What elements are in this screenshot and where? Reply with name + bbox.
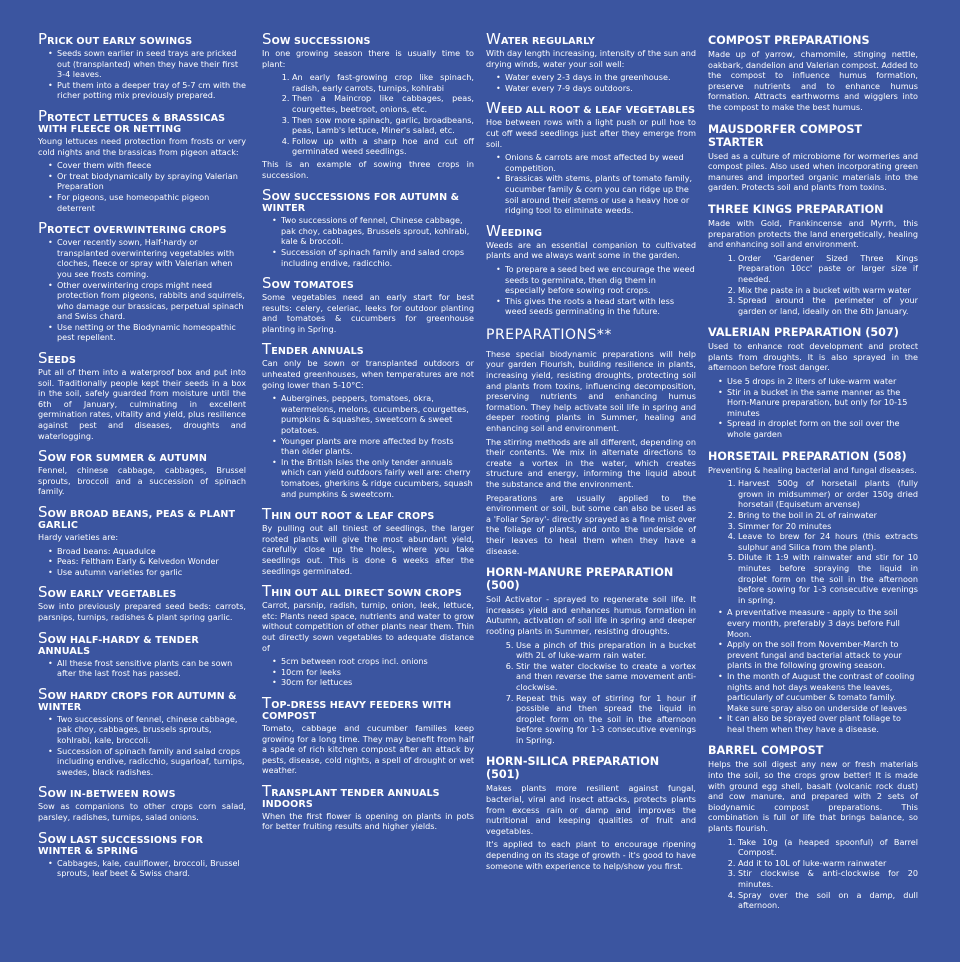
list-item: • Other overwintering crops might need protection from pigeons, rabbits and squirrels, who damage our brassicas, perpetual spinach and Swiss chard. xyxy=(48,280,246,322)
bullet-list xyxy=(38,160,246,213)
section-heading: PRICK OUT EARLY SOWINGS xyxy=(38,30,193,48)
list-item: • This gives the roots a head start with less weed seeds germinating in the future. xyxy=(496,296,696,317)
section-heading: TENDER ANNUALS xyxy=(262,340,364,359)
section-text: In one growing season there is usually time to plant: xyxy=(262,48,474,69)
section-text: Fennel, chinese cabbage, cabbages, Brussel sprouts, broccoli and a succession of spinach family. xyxy=(38,465,246,497)
list-item: • A preventative measure - apply to the soil every month, preferably 3 days before Full Moon. xyxy=(718,607,918,639)
list-item: 2. Bring to the boil in 2L of rainwater xyxy=(738,510,918,521)
section-heading: SOW TOMATOES xyxy=(262,274,354,293)
section-heading: SOW SUCCESSIONS FOR AUTUMN & WINTER xyxy=(262,186,460,215)
section-text: When the first flower is opening on plants in pots for better fruiting results and higher yields. xyxy=(262,810,474,832)
section-sow-tomatoes xyxy=(262,274,474,334)
list-item: 1. Order 'Gardener Sized Three Kings Preparation 10cc' paste or larger size if needed. xyxy=(738,253,918,285)
section-weeding xyxy=(486,221,696,317)
section-text: By pulling out all tiniest of seedlings, the larger rooted plants will give the most abundant yield, carefully close up the holes, where you take seedlings out. This is done 6 weeks after the seedlings germinated. xyxy=(262,523,474,576)
section-heading: HORSETAIL PREPARATION (508) xyxy=(708,449,907,463)
section-heading: COMPOST PREPARATIONS xyxy=(708,34,870,47)
list-item: • Onions & carrots are most affected by weed competition. xyxy=(496,152,696,173)
section-text: This is an example of sowing three crops in succession. xyxy=(262,158,474,180)
section-heading: SOW BROAD BEANS, PEAS & PLANT GARLIC xyxy=(38,503,236,531)
list-item: • 5cm between root crops incl. onions xyxy=(272,656,474,667)
section-text: Made with Gold, Frankincense and Myrrh, this preparation protects the land energetically, healing and enhancing soil and environment. xyxy=(708,217,918,250)
section-heading: TRANSPLANT TENDER ANNUALS INDOORS xyxy=(262,781,440,810)
section-thin-direct xyxy=(262,582,474,688)
section-text: Sow as companions to other crops corn salad, parsley, radishes, turnips, salad onions. xyxy=(38,801,246,822)
list-item: • Spread in droplet form on the soil over the whole garden xyxy=(718,418,918,439)
list-item: • 10cm for leeks xyxy=(272,667,474,678)
bullet-list xyxy=(708,607,918,734)
section-text: Hardy varieties are: xyxy=(38,532,119,542)
section-water xyxy=(486,30,696,93)
section-text: It's applied to each plant to encourage ripening depending on its stage of growth - it's good to have someone with experience to help/show you first. xyxy=(486,839,696,871)
section-heading: THIN OUT ALL DIRECT SOWN CROPS xyxy=(262,582,462,601)
column-3 xyxy=(486,30,696,881)
bullet-list xyxy=(38,48,246,101)
bullet-list xyxy=(38,858,246,879)
section-text: Makes plants more resilient against fungal, bacterial, viral and insect attacks, protects plants from excess rain or damp and improves the nutritional and keeping qualities of fruit and vegetables. xyxy=(486,783,696,836)
list-item: 5. Use a pinch of this preparation in a bucket with 2L of luke-warm rain water. xyxy=(516,640,696,661)
section-heading: THIN OUT ROOT & LEAF CROPS xyxy=(262,505,435,524)
section-sow-summer xyxy=(38,447,246,497)
preparations-heading: PREPARATIONS** xyxy=(486,326,612,343)
list-item: 7. Repeat this way of stirring for 1 hour if possible and then spread the liquid in droplet form on the soil in the afternoon before sowing for 1-3 consecutive evenings in Spring. xyxy=(516,693,696,746)
section-text: Tomato, cabbage and cucumber families keep growing for a long time. They may benefit from half a spade of rich kitchen compost after an attack by pests, disease, cold nights, a spell of drought or wet weather. xyxy=(262,722,474,776)
list-item: • Water every 7-9 days outdoors. xyxy=(496,83,696,94)
bullet-list xyxy=(262,215,474,268)
section-horn-manure xyxy=(486,566,696,745)
list-item: • Peas: Feltham Early & Kelvedon Wonder xyxy=(48,556,246,567)
section-heading: WEEDING xyxy=(486,221,543,240)
list-item: • To prepare a seed bed we encourage the weed seeds to germinate, then dig them in especially before sowing root crops. xyxy=(496,264,696,296)
list-item: • It can also be sprayed over plant foliage to heal them when they have a disease. xyxy=(718,713,918,734)
section-text: Some vegetables need an early start for best results: celery, celeriac, leeks for outdoor planting and tomatoes & cucumbers for greenhouse planting in Spring. xyxy=(262,292,474,334)
section-heading: MAUSDORFER COMPOST STARTER xyxy=(708,122,863,149)
section-heading: SOW HARDY CROPS FOR AUTUMN & WINTER xyxy=(38,684,237,713)
section-mausdorfer xyxy=(708,123,918,193)
section-weed-all xyxy=(486,99,696,216)
section-sow-in-between xyxy=(38,783,246,822)
section-heading: WEED ALL ROOT & LEAF VEGETABLES xyxy=(486,99,696,118)
section-thin-root xyxy=(262,505,474,576)
numbered-list xyxy=(708,837,918,911)
section-heading: WATER REGULARLY xyxy=(486,30,595,48)
section-tender-annuals xyxy=(262,340,474,499)
list-item: • Cover them with fleece xyxy=(48,160,246,171)
numbered-list xyxy=(708,478,918,605)
bullet-list xyxy=(486,264,696,317)
section-text: Hoe between rows with a light push or pull hoe to cut off weed seedlings just after they emerge from soil. xyxy=(486,117,696,149)
list-item: 1. Take 10g (a heaped spoonful) of Barrel Compost. xyxy=(738,837,918,858)
list-item: • Seeds sown earlier in seed trays are pricked out (transplanted) when they have their first 3-4 leaves. xyxy=(48,48,246,80)
section-text: Put all of them into a waterproof box and put into soil. Traditionally people kept their seeds in a box in the soil, safely guarded from moisture until the 6th of January, culminating in excellent germination rates, vitality and yield, plus resilience against pest and diseases, droughts and waterlogging. xyxy=(38,367,246,441)
section-preparations xyxy=(486,327,696,556)
section-heading: BARREL COMPOST xyxy=(708,744,824,758)
list-item: • Use 5 drops in 2 liters of luke-warm water xyxy=(718,376,918,387)
section-top-dress xyxy=(262,693,474,776)
list-item: • Succession of spinach family and salad crops including endive, radicchio, sugarloaf, turnips, swedes, black radishes. xyxy=(48,746,246,778)
section-heading: SEEDS xyxy=(38,349,77,368)
section-heading: SOW LAST SUCCESSIONS FOR WINTER & SPRING xyxy=(38,828,204,857)
section-heading: SOW EARLY VEGETABLES xyxy=(38,583,177,602)
column-4 xyxy=(708,34,918,921)
list-item: 4. Follow up with a sharp hoe and cut off germinated weed seedlings. xyxy=(292,136,474,157)
numbered-list xyxy=(262,72,474,157)
list-item: 5. Dilute it 1:9 with rainwater and stir for 10 minutes before spraying the liquid in droplet form on the soil in the afternoon before sowing for 1-3 consecutive evenings in spring. xyxy=(738,552,918,605)
section-valerian xyxy=(708,326,918,439)
list-item: • All these frost sensitive plants can be sown after the last frost has passed. xyxy=(48,658,246,679)
bullet-list xyxy=(38,714,246,778)
section-heading: PROTECT OVERWINTERING CROPS xyxy=(38,219,227,238)
list-item: • In the British Isles the only tender annuals which can yield outdoors fairly well are: cherry tomatoes, gherkins & ridge cucumbers, squash and pumpkins & sweetcorn. xyxy=(272,457,474,499)
section-text: Made up of yarrow, chamomile, stinging nettle, oakbark, dandelion and Valerian compost. Added to the compost to influence humus formation, preserve nutrients and to enhance humus formation. Attracts earthworms and wigglers into the compost to make the best humus. xyxy=(708,49,918,112)
section-sow-half-hardy xyxy=(38,628,246,679)
list-item: • Put them into a deeper tray of 5-7 cm with the richer potting mix previously prepared. xyxy=(48,80,246,101)
list-item: 3. Simmer for 20 minutes xyxy=(738,521,918,532)
bullet-list xyxy=(38,237,246,343)
list-item: • Water every 2-3 days in the greenhouse. xyxy=(496,72,696,83)
list-item: 4. Leave to brew for 24 hours (this extracts sulphur and Silica from the plant). xyxy=(738,531,918,552)
list-item: • Cover recently sown, Half-hardy or transplanted overwintering vegetables with cloches, fleece or spray with Valerian when you see frosts coming. xyxy=(48,237,246,279)
section-heading: TOP-DRESS HEAVY FEEDERS WITH COMPOST xyxy=(262,693,452,722)
list-item: • Cabbages, kale, cauliflower, broccoli, Brussel sprouts, leaf beet & Swiss chard. xyxy=(48,858,246,879)
section-text: With day length increasing, intensity of the sun and drying winds, water your soil well: xyxy=(486,48,696,69)
section-compost-preparations xyxy=(708,34,918,113)
bullet-list xyxy=(262,393,474,499)
section-text: Used as a culture of microbiome for wormeries and compost piles. Also used when incorporating green manures and imported organic materials into the garden. Protects soil and plants from toxins. xyxy=(708,150,918,193)
list-item: 3. Spread around the perimeter of your garden or land, ideally on the 6th January. xyxy=(738,295,918,316)
section-heading: SOW IN-BETWEEN ROWS xyxy=(38,783,176,802)
section-text: Young lettuces need protection from frosts or very cold nights and the brassicas from pigeon attack: xyxy=(38,135,246,157)
list-item: • Younger plants are more affected by frosts than older plants. xyxy=(272,436,474,457)
section-heading: SOW HALF-HARDY & TENDER ANNUALS xyxy=(38,628,199,657)
bullet-list xyxy=(38,546,246,578)
list-item: • Stir in a bucket in the same manner as the Horn-Manure preparation, but only for 10-15 minutes xyxy=(718,387,918,419)
bullet-list xyxy=(486,152,696,216)
list-item: • Two successions of fennel, chinese cabbage, pak choy, cabbages, brussels sprouts, kohlrabi, kale, broccoli. xyxy=(48,714,246,746)
section-sow-successions xyxy=(262,30,474,180)
section-sow-hardy xyxy=(38,684,246,778)
section-heading: PROTECT LETTUCES & BRASSICAS WITH FLEECE OR NETTING xyxy=(38,106,226,135)
section-text: Weeds are an essential companion to cultivated plants and we always want some in the garden. xyxy=(486,239,696,261)
list-item: • For pigeons, use homeopathic pigeon deterrent xyxy=(48,192,246,213)
section-text: The stirring methods are all different, depending on their contents. We mix in alternate directions to create a vortex in the water, which creates structure and energy, informing the liquid about the substance and the environment. xyxy=(486,436,696,489)
section-text: Soil Activator - sprayed to regenerate soil life. It increases yield and enhances humus formation in Autumn, activation of soil life in spring and deeper rooting plants in Summer, resisting droughts. xyxy=(486,594,696,636)
section-protect-overwintering xyxy=(38,219,246,343)
section-text: Sow into previously prepared seed beds: carrots, parsnips, turnips, radishes & plant spring garlic. xyxy=(38,601,246,622)
list-item: 2. Then a Maincrop like cabbages, peas, courgettes, beetroot, onions, etc. xyxy=(292,93,474,114)
section-sow-early xyxy=(38,583,246,622)
column-2 xyxy=(262,30,474,842)
bullet-list xyxy=(262,656,474,688)
section-text: Carrot, parsnip, radish, turnip, onion, leek, lettuce, etc: Plants need space, nutrients and water to grow without competition of other plants near them. Thin out directly sown vegetables to adequate distance of xyxy=(262,600,474,653)
bullet-list xyxy=(486,72,696,93)
section-text: These special biodynamic preparations will help your garden Flourish, building resilience in plants, increasing yield, resisting droughts, protecting soil and plants from toxins, influencing decomposition, preserving nutrients and enhancing humus formation. They help activate soil life in spring and deeper rooting plants in Summer, healing and enhancing soil and environment. xyxy=(486,348,696,434)
numbered-list xyxy=(486,640,696,746)
list-item: • Succession of spinach family and salad crops including endive, radicchio. xyxy=(272,247,474,268)
section-sow-broad xyxy=(38,503,246,577)
section-sow-last xyxy=(38,828,246,879)
bullet-list xyxy=(38,658,246,679)
list-item: • Use autumn varieties for garlic xyxy=(48,567,246,578)
numbered-list xyxy=(708,253,918,317)
list-item: • Two successions of fennel, Chinese cabbage, pak choy, cabbages, Brussels sprout, kohlrabi, kale & broccoli. xyxy=(272,215,474,247)
section-text: Preventing & healing bacterial and fungal diseases. xyxy=(708,464,917,475)
section-heading: SOW SUCCESSIONS xyxy=(262,30,371,48)
section-transplant xyxy=(262,781,474,832)
section-heading: SOW FOR SUMMER & AUTUMN xyxy=(38,447,207,466)
section-heading: HORN-MANURE PREPARATION (500) xyxy=(486,566,674,593)
list-item: • In the month of August the contrast of cooling nights and hot days weakens the leaves, particularly of cucumber & tomato family. Make sure spray also on underside of leaves xyxy=(718,671,918,713)
list-item: • 30cm for lettuces xyxy=(272,677,474,688)
list-item: • Apply on the soil from November-March to prevent fungal and bacterial attack to your plants in the following growing season. xyxy=(718,639,918,671)
section-heading: HORN-SILICA PREPARATION (501) xyxy=(486,755,660,782)
section-heading: VALERIAN PREPARATION (507) xyxy=(708,326,899,340)
section-three-kings xyxy=(708,203,918,316)
section-heading: THREE KINGS PREPARATION xyxy=(708,202,884,216)
section-seeds xyxy=(38,349,246,441)
list-item: 1. An early fast-growing crop like spinach, radish, early carrots, turnips, kohlrabi xyxy=(292,72,474,93)
list-item: 2. Add it to 10L of luke-warm rainwater xyxy=(738,858,918,869)
list-item: • Aubergines, peppers, tomatoes, okra, watermelons, melons, cucumbers, courgettes, pumpkins & squashes, sweetcorn & sweet potatoes. xyxy=(272,393,474,435)
section-text: Helps the soil digest any new or fresh materials into the soil, so the crops grow better! It is made with ground egg shell, basalt (volcanic rock dust) and cow manure, and prepared with 2 sets of biodynamic compost preparations. This combination is full of life that brings balance, so plants flourish. xyxy=(708,759,918,834)
section-protect-lettuces xyxy=(38,106,246,213)
section-barrel-compost xyxy=(708,744,918,910)
list-item: 3. Stir clockwise & anti-clockwise for 20 minutes. xyxy=(738,868,918,889)
section-text: Used to enhance root development and protect plants from droughts. It is also sprayed in the afternoon before frost danger. xyxy=(708,341,918,373)
list-item: 2. Mix the paste in a bucket with warm water xyxy=(738,285,918,296)
list-item: • Broad beans: Aquadulce xyxy=(48,546,246,557)
section-horsetail xyxy=(708,450,918,735)
column-1 xyxy=(38,30,247,889)
list-item: 4. Spray over the soil on a damp, dull afternoon. xyxy=(738,890,918,911)
list-item: 3. Then sow more spinach, garlic, broadbeans, peas, Lamb's lettuce, Miner's salad, etc. xyxy=(292,115,474,136)
list-item: • Or treat biodynamically by spraying Valerian Preparation xyxy=(48,171,246,192)
list-item: • Use netting or the Biodynamic homeopathic pest repellent. xyxy=(48,322,246,343)
section-horn-silica xyxy=(486,755,696,871)
section-text: Preparations are usually applied to the environment or soil, but some can also be used as a 'Foliar Spray'- directly sprayed as a fine mist over the foliage of plants, and onto the underside of their leaves to heal them when they have a disease. xyxy=(486,492,696,556)
list-item: 6. Stir the water clockwise to create a vortex and then reverse the same movement anti-clockwise. xyxy=(516,661,696,693)
section-prick-out xyxy=(38,30,247,101)
section-text: Can only be sown or transplanted outdoors or unheated greenhouses, when temperatures are not going lower than 5-10°C: xyxy=(262,358,474,390)
section-sow-successions-autumn xyxy=(262,186,474,268)
list-item: 1. Harvest 500g of horsetail plants (fully grown in midsummer) or order 150g dried horsetail (Equisetum arvense) xyxy=(738,478,918,510)
list-item: • Brassicas with stems, plants of tomato family, cucumber family & corn you can ridge up the soil around their stems or use a heavy hoe or ridging tool to eliminate weeds. xyxy=(496,173,696,215)
bullet-list xyxy=(708,376,918,440)
